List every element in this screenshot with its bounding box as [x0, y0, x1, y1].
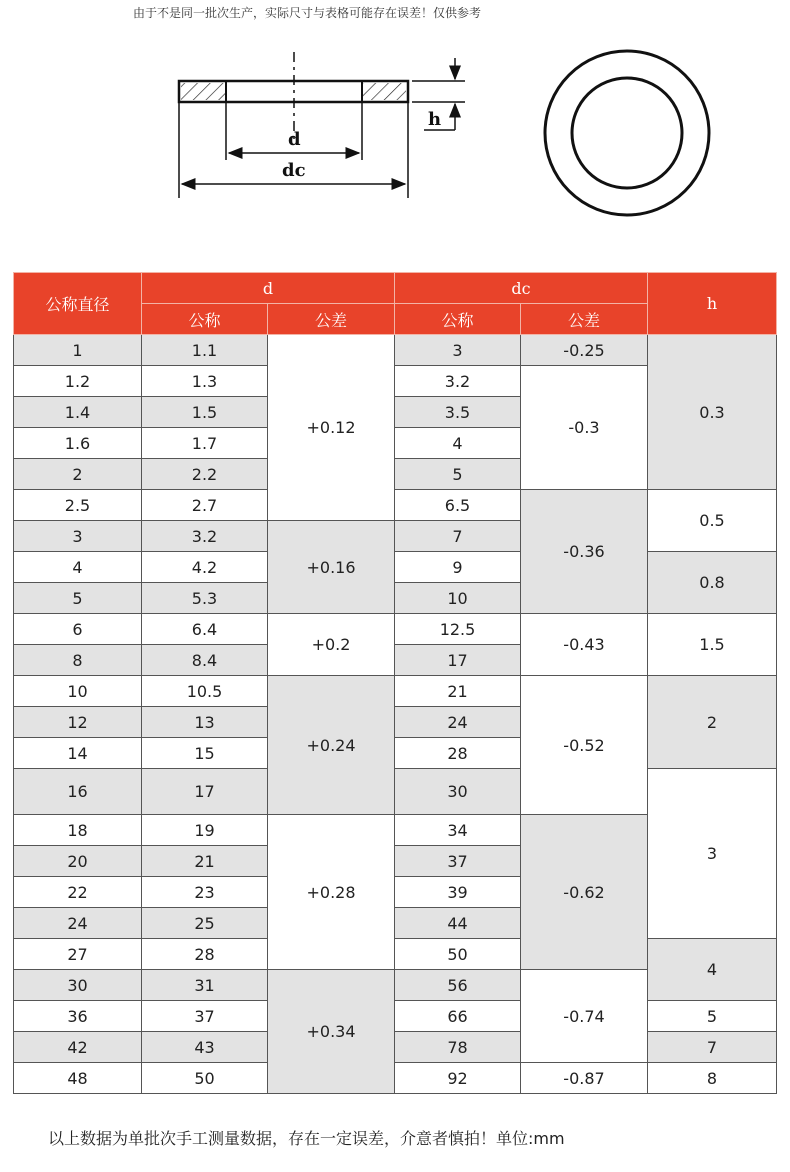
cell-dc-nominal: 24	[395, 707, 521, 738]
cell-d-tolerance: +0.28	[268, 815, 395, 970]
cell-nominal-diameter: 27	[14, 939, 142, 970]
cell-nominal-diameter: 24	[14, 908, 142, 939]
cell-dc-nominal: 10	[395, 583, 521, 614]
cell-d-tolerance: +0.16	[268, 521, 395, 614]
cell-dc-tolerance: -0.3	[521, 366, 648, 490]
cell-dc-nominal: 4	[395, 428, 521, 459]
cell-dc-nominal: 3	[395, 335, 521, 366]
cell-h: 0.8	[648, 552, 777, 614]
cell-d-nominal: 1.7	[142, 428, 268, 459]
cell-dc-tolerance: -0.87	[521, 1063, 648, 1094]
cell-nominal-diameter: 4	[14, 552, 142, 583]
cell-dc-tolerance: -0.36	[521, 490, 648, 614]
cell-dc-nominal: 5	[395, 459, 521, 490]
cell-nominal-diameter: 2.5	[14, 490, 142, 521]
table-row	[14, 335, 777, 366]
cell-d-nominal: 37	[142, 1001, 268, 1032]
cell-d-nominal: 1.5	[142, 397, 268, 428]
label-dc: dc	[282, 160, 306, 181]
header-dc-nominal: 公称	[395, 304, 521, 335]
cell-d-nominal: 5.3	[142, 583, 268, 614]
cell-nominal-diameter: 22	[14, 877, 142, 908]
cell-nominal-diameter: 36	[14, 1001, 142, 1032]
header-nominal-diameter: 公称直径	[14, 273, 142, 335]
cell-dc-nominal: 28	[395, 738, 521, 769]
cell-d-nominal: 19	[142, 815, 268, 846]
cell-h: 8	[648, 1063, 777, 1094]
cell-d-tolerance: +0.2	[268, 614, 395, 676]
washer-side-view	[179, 52, 465, 198]
cell-dc-nominal: 37	[395, 846, 521, 877]
header-d: d	[142, 273, 395, 304]
cell-d-nominal: 31	[142, 970, 268, 1001]
cell-nominal-diameter: 30	[14, 970, 142, 1001]
cell-d-nominal: 10.5	[142, 676, 268, 707]
cell-dc-nominal: 7	[395, 521, 521, 552]
cell-d-nominal: 28	[142, 939, 268, 970]
label-h: h	[428, 109, 442, 130]
cell-d-nominal: 21	[142, 846, 268, 877]
cell-nominal-diameter: 5	[14, 583, 142, 614]
table-body	[14, 335, 777, 1094]
cell-dc-tolerance: -0.52	[521, 676, 648, 815]
header-d-tolerance: 公差	[268, 304, 395, 335]
cell-d-nominal: 1.1	[142, 335, 268, 366]
cell-dc-tolerance: -0.74	[521, 970, 648, 1063]
cell-nominal-diameter: 18	[14, 815, 142, 846]
cell-nominal-diameter: 1.6	[14, 428, 142, 459]
cell-nominal-diameter: 48	[14, 1063, 142, 1094]
cell-dc-nominal: 30	[395, 769, 521, 815]
cell-dc-nominal: 3.2	[395, 366, 521, 397]
table-row	[14, 769, 777, 815]
cell-dc-tolerance: -0.43	[521, 614, 648, 676]
cell-h: 0.5	[648, 490, 777, 552]
cell-d-tolerance: +0.12	[268, 335, 395, 521]
cell-nominal-diameter: 2	[14, 459, 142, 490]
table-row	[14, 1032, 777, 1063]
header-dc-tolerance: 公差	[521, 304, 648, 335]
cell-dc-nominal: 44	[395, 908, 521, 939]
cell-dc-nominal: 17	[395, 645, 521, 676]
cell-d-nominal: 2.7	[142, 490, 268, 521]
cell-h: 1.5	[648, 614, 777, 676]
table-row	[14, 1001, 777, 1032]
cell-d-nominal: 2.2	[142, 459, 268, 490]
cell-h: 7	[648, 1032, 777, 1063]
cell-nominal-diameter: 10	[14, 676, 142, 707]
disclaimer-note: 由于不是同一批次生产，实际尺寸与表格可能存在误差！仅供参考	[133, 6, 482, 20]
washer-technical-drawing	[0, 0, 790, 262]
cell-dc-nominal: 12.5	[395, 614, 521, 645]
cell-h: 0.3	[648, 335, 777, 490]
table-row	[14, 939, 777, 970]
washer-spec-table	[13, 272, 777, 1094]
cell-d-nominal: 13	[142, 707, 268, 738]
header-dc: dc	[395, 273, 648, 304]
cell-dc-nominal: 3.5	[395, 397, 521, 428]
cell-d-nominal: 8.4	[142, 645, 268, 676]
cell-h: 3	[648, 769, 777, 939]
cell-dc-nominal: 39	[395, 877, 521, 908]
cell-d-tolerance: +0.24	[268, 676, 395, 815]
cell-dc-nominal: 34	[395, 815, 521, 846]
cell-dc-nominal: 66	[395, 1001, 521, 1032]
cell-d-nominal: 23	[142, 877, 268, 908]
table-row	[14, 490, 777, 521]
measurement-note: 以上数据为单批次手工测量数据，存在一定误差，介意者慎拍！单位:mm	[48, 1129, 565, 1148]
cell-dc-nominal: 9	[395, 552, 521, 583]
header-h: h	[648, 273, 777, 335]
cell-d-nominal: 6.4	[142, 614, 268, 645]
cell-d-nominal: 43	[142, 1032, 268, 1063]
cell-dc-nominal: 6.5	[395, 490, 521, 521]
cell-h: 2	[648, 676, 777, 769]
cell-d-nominal: 15	[142, 738, 268, 769]
cell-d-nominal: 1.3	[142, 366, 268, 397]
cell-nominal-diameter: 42	[14, 1032, 142, 1063]
cell-d-nominal: 25	[142, 908, 268, 939]
cell-dc-tolerance: -0.62	[521, 815, 648, 970]
cell-nominal-diameter: 20	[14, 846, 142, 877]
cell-dc-nominal: 78	[395, 1032, 521, 1063]
cell-nominal-diameter: 8	[14, 645, 142, 676]
cell-dc-nominal: 21	[395, 676, 521, 707]
cell-d-nominal: 4.2	[142, 552, 268, 583]
cell-nominal-diameter: 1	[14, 335, 142, 366]
cell-nominal-diameter: 1.2	[14, 366, 142, 397]
washer-front-view	[545, 51, 709, 215]
cell-dc-nominal: 50	[395, 939, 521, 970]
cell-nominal-diameter: 12	[14, 707, 142, 738]
table-row	[14, 552, 777, 583]
cell-d-tolerance: +0.34	[268, 970, 395, 1094]
table-row	[14, 676, 777, 707]
cell-dc-nominal: 92	[395, 1063, 521, 1094]
table-row	[14, 1063, 777, 1094]
cell-nominal-diameter: 6	[14, 614, 142, 645]
cell-d-nominal: 50	[142, 1063, 268, 1094]
cell-h: 5	[648, 1001, 777, 1032]
cell-d-nominal: 3.2	[142, 521, 268, 552]
table-row	[14, 614, 777, 645]
label-d: d	[288, 129, 301, 150]
cell-nominal-diameter: 3	[14, 521, 142, 552]
cell-dc-nominal: 56	[395, 970, 521, 1001]
header-d-nominal: 公称	[142, 304, 268, 335]
cell-h: 4	[648, 939, 777, 1001]
cell-dc-tolerance: -0.25	[521, 335, 648, 366]
cell-nominal-diameter: 14	[14, 738, 142, 769]
cell-nominal-diameter: 1.4	[14, 397, 142, 428]
cell-d-nominal: 17	[142, 769, 268, 815]
cell-nominal-diameter: 16	[14, 769, 142, 815]
